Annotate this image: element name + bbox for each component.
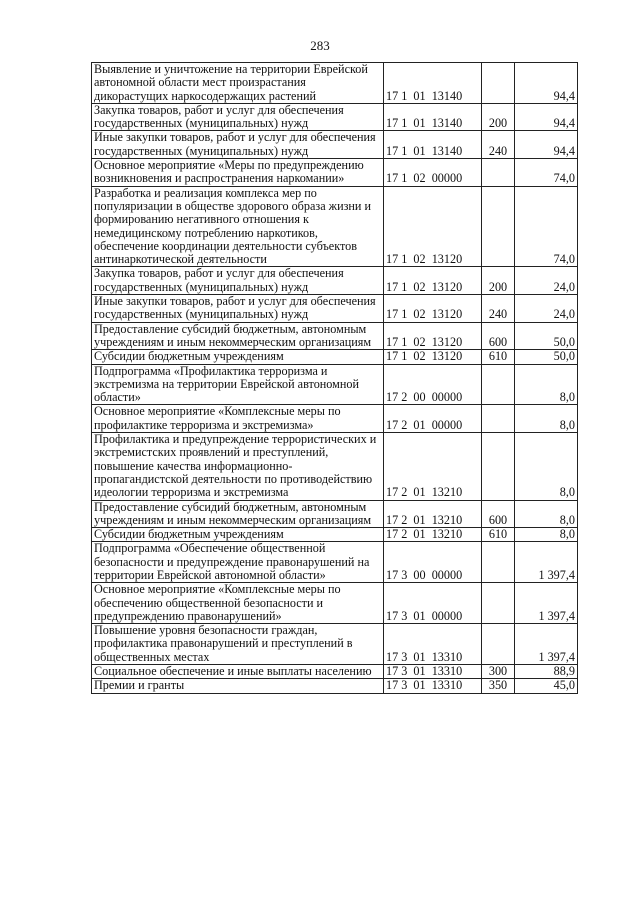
row-vr: 600 — [482, 500, 515, 528]
row-sum: 74,0 — [515, 186, 578, 267]
row-sum: 50,0 — [515, 322, 578, 350]
row-code: 17 1 02 13120 — [384, 322, 482, 350]
row-sum: 24,0 — [515, 267, 578, 295]
row-vr: 610 — [482, 528, 515, 542]
row-code: 17 2 00 00000 — [384, 364, 482, 405]
table-row — [92, 186, 578, 267]
row-name: Повышение уровня безопасности граждан, профилактика правонарушений и преступлений в общественных местах — [92, 624, 384, 665]
row-name: Закупка товаров, работ и услуг для обеспечения государственных (муниципальных) нужд — [92, 267, 384, 295]
row-sum: 1 397,4 — [515, 624, 578, 665]
table-row — [92, 350, 578, 364]
row-sum: 45,0 — [515, 679, 578, 693]
row-name: Предоставление субсидий бюджетным, автономным учреждениям и иным некоммерческим организациям — [92, 500, 384, 528]
table-row — [92, 679, 578, 693]
row-vr: 610 — [482, 350, 515, 364]
row-sum: 8,0 — [515, 364, 578, 405]
table-row — [92, 63, 578, 104]
budget-table — [91, 62, 578, 694]
table-row — [92, 583, 578, 624]
row-vr: 240 — [482, 295, 515, 323]
row-sum: 1 397,4 — [515, 542, 578, 583]
row-vr — [482, 186, 515, 267]
row-name: Субсидии бюджетным учреждениям — [92, 528, 384, 542]
table-row — [92, 665, 578, 679]
table-row — [92, 267, 578, 295]
row-name: Основное мероприятие «Комплексные меры по обеспечению общественной безопасности и предупреждению правонарушений» — [92, 583, 384, 624]
table-row — [92, 405, 578, 433]
row-sum: 88,9 — [515, 665, 578, 679]
table-row — [92, 295, 578, 323]
row-vr: 240 — [482, 131, 515, 159]
table-row — [92, 322, 578, 350]
row-code: 17 3 01 00000 — [384, 583, 482, 624]
row-code: 17 1 01 13140 — [384, 131, 482, 159]
table-row — [92, 528, 578, 542]
row-sum: 8,0 — [515, 500, 578, 528]
row-name: Предоставление субсидий бюджетным, автономным учреждениям и иным некоммерческим организациям — [92, 322, 384, 350]
row-name: Основное мероприятие «Комплексные меры по профилактике терроризма и экстремизма» — [92, 405, 384, 433]
row-code: 17 1 02 13120 — [384, 295, 482, 323]
row-name: Иные закупки товаров, работ и услуг для обеспечения государственных (муниципальных) нужд — [92, 131, 384, 159]
row-sum: 8,0 — [515, 433, 578, 500]
row-name: Выявление и уничтожение на территории Еврейской автономной области мест произрастания дикорастущих наркосодержащих растений — [92, 63, 384, 104]
table-row — [92, 624, 578, 665]
row-sum: 94,4 — [515, 131, 578, 159]
row-name: Субсидии бюджетным учреждениям — [92, 350, 384, 364]
row-sum: 74,0 — [515, 159, 578, 187]
row-code: 17 3 00 00000 — [384, 542, 482, 583]
row-code: 17 2 01 13210 — [384, 433, 482, 500]
row-vr — [482, 624, 515, 665]
row-vr — [482, 542, 515, 583]
row-name: Разработка и реализация комплекса мер по популяризации в обществе здорового образа жизни и формированию негативного отношения к немедицинскому потреблению наркотиков, обеспечение координации деятельности субъектов антинаркотической деятельности — [92, 186, 384, 267]
table-row — [92, 433, 578, 500]
row-vr — [482, 583, 515, 624]
row-name: Основное мероприятие «Меры по предупреждению возникновения и распространения наркомании» — [92, 159, 384, 187]
row-sum: 8,0 — [515, 528, 578, 542]
row-vr: 200 — [482, 103, 515, 131]
table-row — [92, 542, 578, 583]
table-row — [92, 103, 578, 131]
row-sum: 94,4 — [515, 63, 578, 104]
row-sum: 50,0 — [515, 350, 578, 364]
row-vr: 200 — [482, 267, 515, 295]
row-code: 17 3 01 13310 — [384, 665, 482, 679]
row-code: 17 1 02 13120 — [384, 267, 482, 295]
row-code: 17 2 01 13210 — [384, 500, 482, 528]
row-vr — [482, 364, 515, 405]
row-vr — [482, 159, 515, 187]
row-code: 17 3 01 13310 — [384, 624, 482, 665]
row-vr: 600 — [482, 322, 515, 350]
row-name: Подпрограмма «Обеспечение общественной безопасности и предупреждение правонарушений на территории Еврейской автономной области» — [92, 542, 384, 583]
row-vr — [482, 63, 515, 104]
row-vr: 350 — [482, 679, 515, 693]
row-name: Иные закупки товаров, работ и услуг для обеспечения государственных (муниципальных) нужд — [92, 295, 384, 323]
row-name: Премии и гранты — [92, 679, 384, 693]
row-sum: 24,0 — [515, 295, 578, 323]
row-code: 17 1 01 13140 — [384, 63, 482, 104]
row-code: 17 1 02 13120 — [384, 186, 482, 267]
row-sum: 94,4 — [515, 103, 578, 131]
row-vr — [482, 433, 515, 500]
table-row — [92, 159, 578, 187]
row-sum: 8,0 — [515, 405, 578, 433]
page-number: 283 — [310, 38, 330, 53]
row-vr — [482, 405, 515, 433]
row-code: 17 1 01 13140 — [384, 103, 482, 131]
row-code: 17 1 02 00000 — [384, 159, 482, 187]
row-sum: 1 397,4 — [515, 583, 578, 624]
table-row — [92, 500, 578, 528]
table-row — [92, 131, 578, 159]
row-name: Социальное обеспечение и иные выплаты населению — [92, 665, 384, 679]
row-code: 17 1 02 13120 — [384, 350, 482, 364]
row-code: 17 3 01 13310 — [384, 679, 482, 693]
row-vr: 300 — [482, 665, 515, 679]
row-code: 17 2 01 13210 — [384, 528, 482, 542]
row-name: Профилактика и предупреждение террористических и экстремистских проявлений и преступлений, повышение качества информационно-пропагандистской деятельности по противодействию идеологии терроризма и экстремизма — [92, 433, 384, 500]
row-name: Закупка товаров, работ и услуг для обеспечения государственных (муниципальных) нужд — [92, 103, 384, 131]
row-name: Подпрограмма «Профилактика терроризма и экстремизма на территории Еврейской автономной области» — [92, 364, 384, 405]
row-code: 17 2 01 00000 — [384, 405, 482, 433]
table-row — [92, 364, 578, 405]
